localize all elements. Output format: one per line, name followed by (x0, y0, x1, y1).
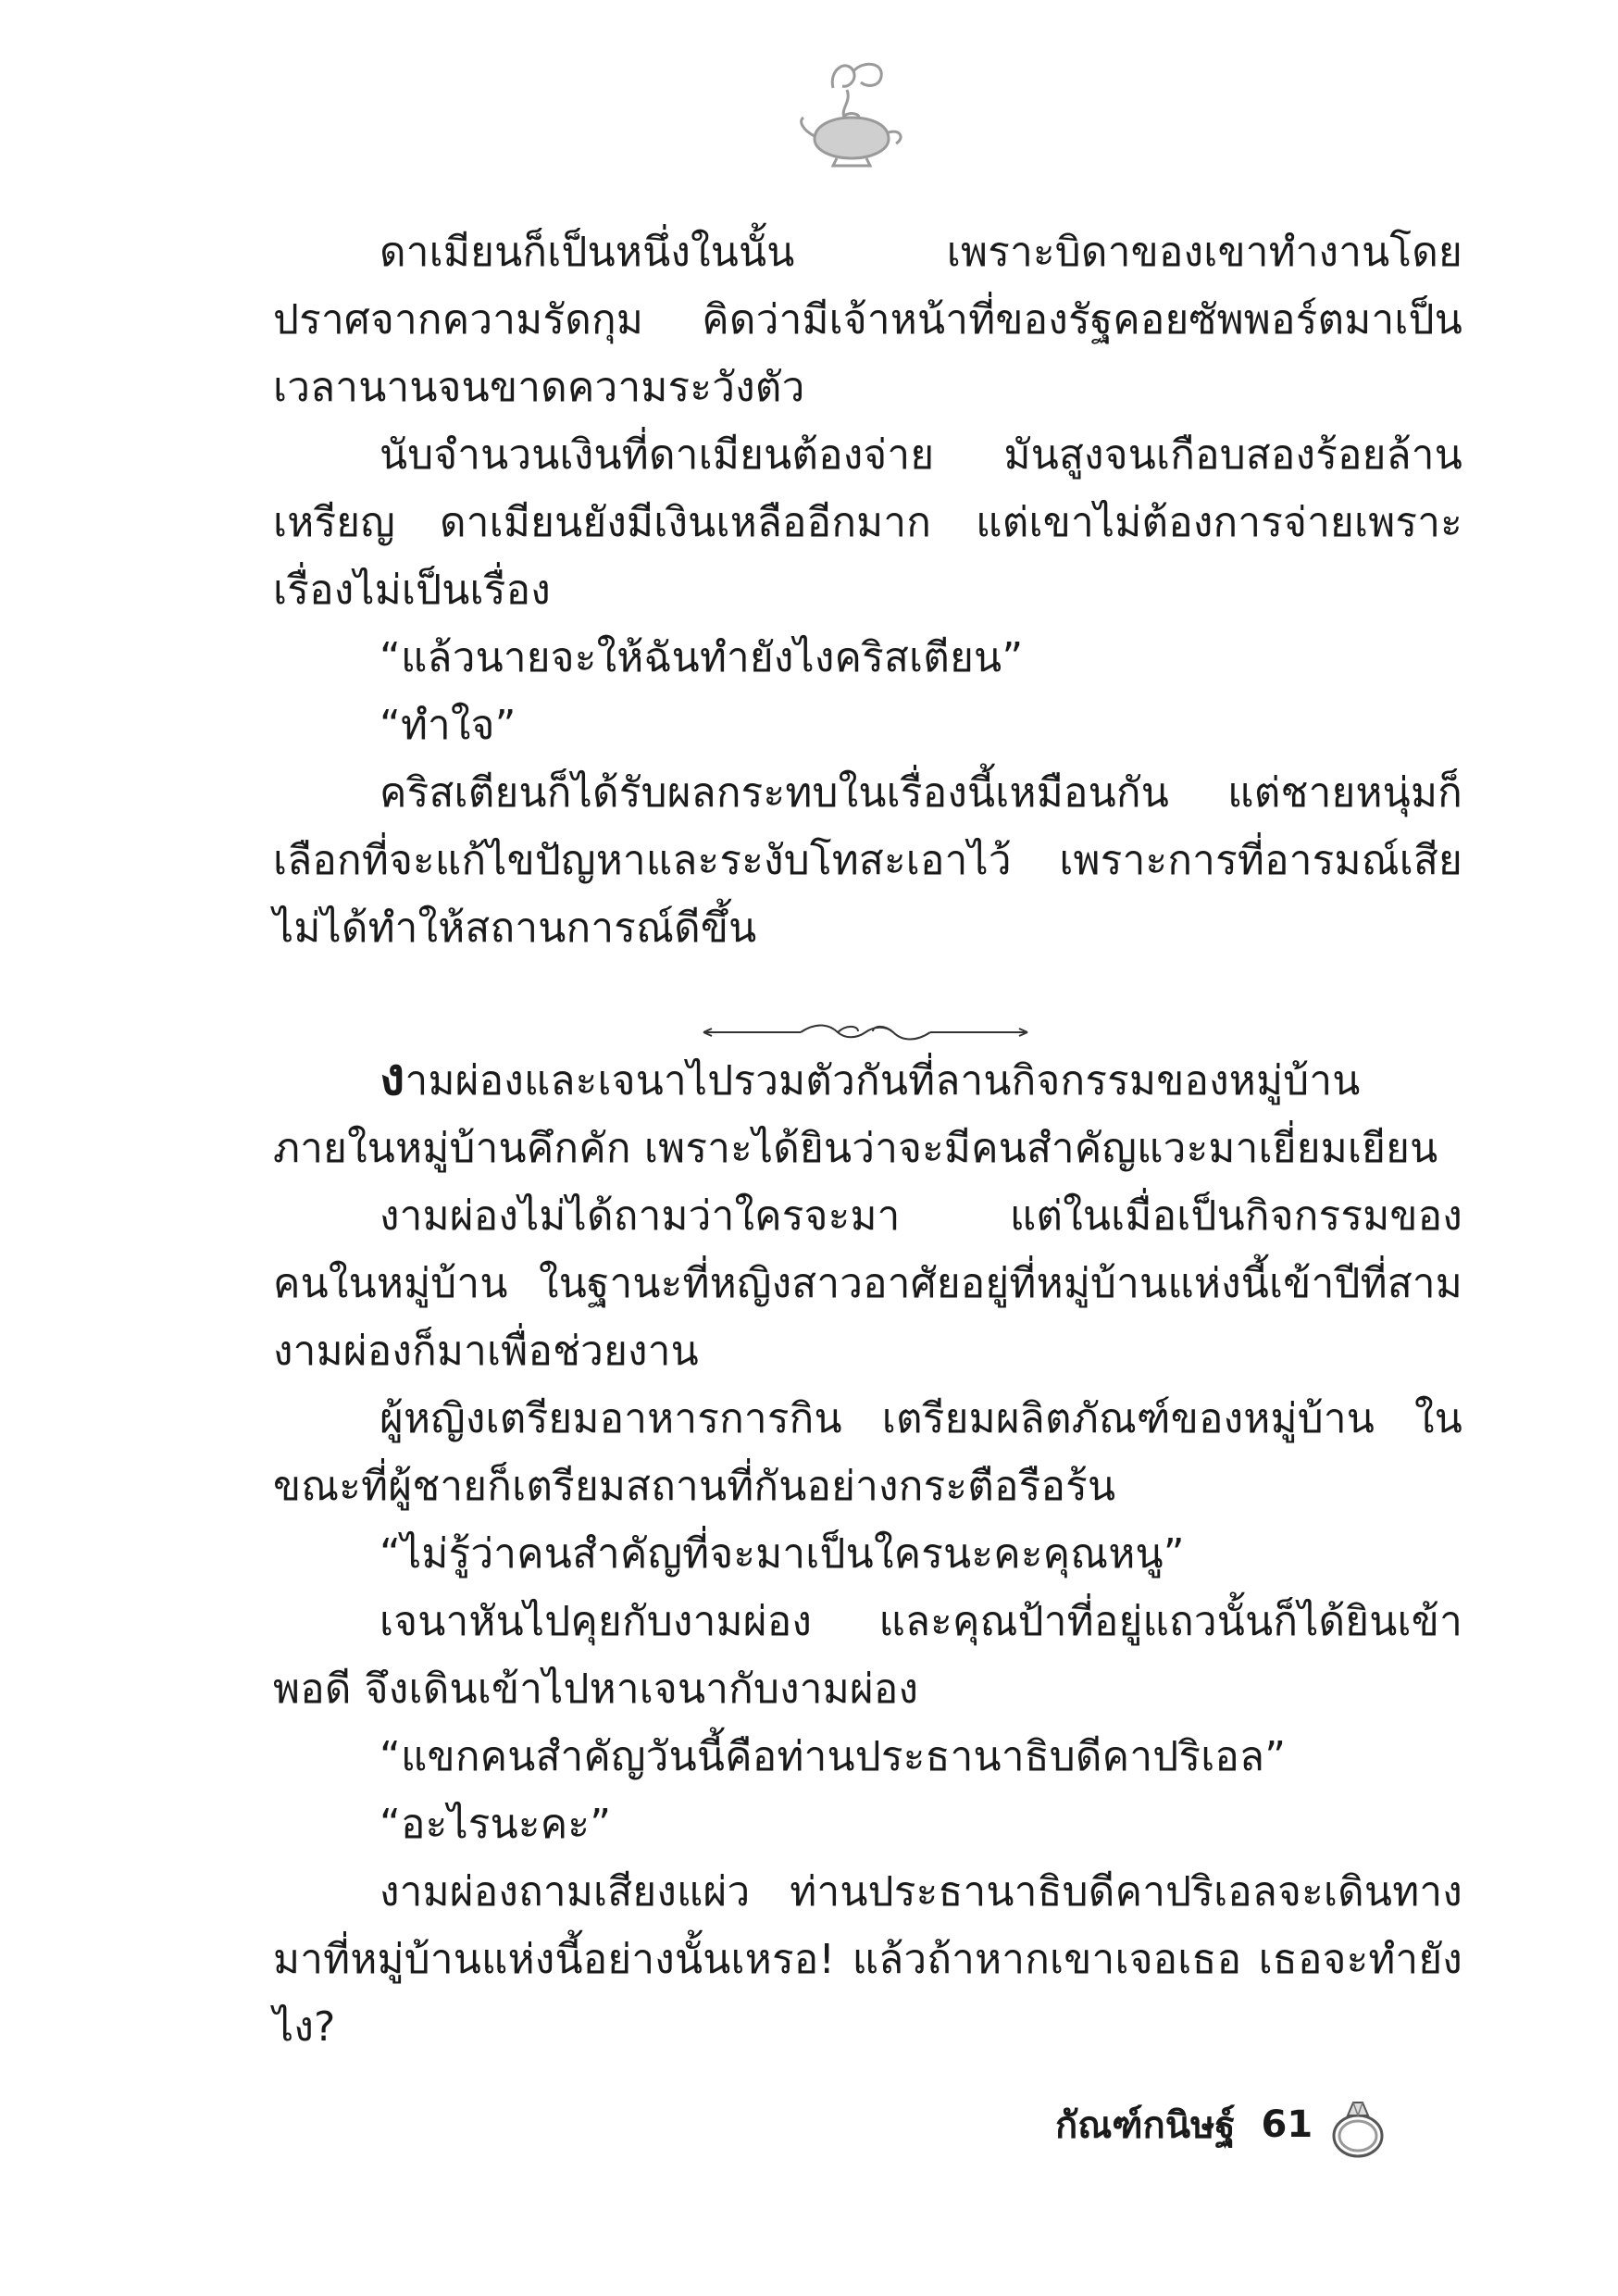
paragraph: คริสเตียนก็ได้รับผลกระทบในเรื่องนี้เหมือนกัน แต่ชายหนุ่มก็เลือกที่จะแก้ไขปัญหาและระงับโทสะเอาไว้ เพราะการที่อารมณ์เสียไม่ได้ทำให้สถานการณ์ดีขึ้น (273, 769, 1462, 952)
paragraph: งามผ่องไม่ได้ถามว่าใครจะมา แต่ในเมื่อเป็นกิจกรรมของคนในหมู่บ้าน ในฐานะที่หญิงสาวอาศัยอยู่ที่หมู่บ้านแห่งนี้เข้าปีที่สาม งามผ่องก็มาเพื่อช่วยงาน (273, 1192, 1462, 1375)
diamond-ring-icon (1326, 2088, 1390, 2162)
dropcap: ง (380, 1047, 405, 1107)
opening-paragraph-text: ามผ่องและเจนาไปรวมตัวกันที่ลานกิจกรรมของหมู่บ้านภายในหมู่บ้านคึกคัก เพราะได้ยินว่าจะมีคนสำคัญแวะมาเยี่ยมเยียน (273, 1057, 1438, 1172)
paragraph: ผู้หญิงเตรียมอาหารการกิน เตรียมผลิตภัณฑ์ของหมู่บ้าน ในขณะที่ผู้ชายก็เตรียมสถานที่กันอย่างกระตือรือร้น (273, 1395, 1462, 1510)
flourish-divider-icon (699, 1018, 1032, 1046)
paragraph: ดาเมียนก็เป็นหนึ่งในนั้น เพราะบิดาของเขาทำงานโดยปราศจากความรัดกุม คิดว่ามีเจ้าหน้าที่ของรัฐคอยซัพพอร์ตมาเป็นเวลานานจนขาดความระวังตัว (273, 229, 1462, 411)
dialogue-line: “แล้วนายจะให้ฉันทำยังไงคริสเตียน” (380, 634, 1024, 681)
page-number: 61 (1261, 2103, 1313, 2146)
section-2 (273, 1043, 1462, 2061)
section-1 (273, 218, 1462, 962)
paragraph: เจนาหันไปคุยกับงามผ่อง และคุณป้าที่อยู่แถวนั้นก็ได้ยินเข้าพอดี จึงเดินเข้าไปหาเจนากับงามผ่อง (273, 1598, 1462, 1713)
dialogue-line: “ทำใจ” (380, 702, 517, 749)
page-footer (1055, 2088, 1390, 2162)
teapot-fairy-icon (796, 51, 907, 171)
paragraph: งามผ่องถามเสียงแผ่ว ท่านประธานาธิบดีคาปริเอลจะเดินทางมาที่หมู่บ้านแห่งนี้อย่างนั้นเหรอ! แล้วถ้าหากเขาเจอเธอ เธอจะทำยังไง? (273, 1868, 1462, 2051)
book-title: กัณฑ์กนิษฐ์ (1055, 2104, 1236, 2147)
dialogue-line: “ไม่รู้ว่าคนสำคัญที่จะมาเป็นใครนะคะคุณหนู” (380, 1530, 1185, 1578)
paragraph: นับจำนวนเงินที่ดาเมียนต้องจ่าย มันสูงจนเกือบสองร้อยล้านเหรียญ ดาเมียนยังมีเงินเหลืออีกมาก แต่เขาไม่ต้องการจ่ายเพราะเรื่องไม่เป็นเรื่อง (273, 431, 1462, 614)
opening-paragraph (273, 1043, 1462, 1182)
dialogue-line: “อะไรนะคะ” (380, 1801, 612, 1848)
dialogue-line: “แขกคนสำคัญวันนี้คือท่านประธานาธิบดีคาปริเอล” (380, 1733, 1287, 1780)
